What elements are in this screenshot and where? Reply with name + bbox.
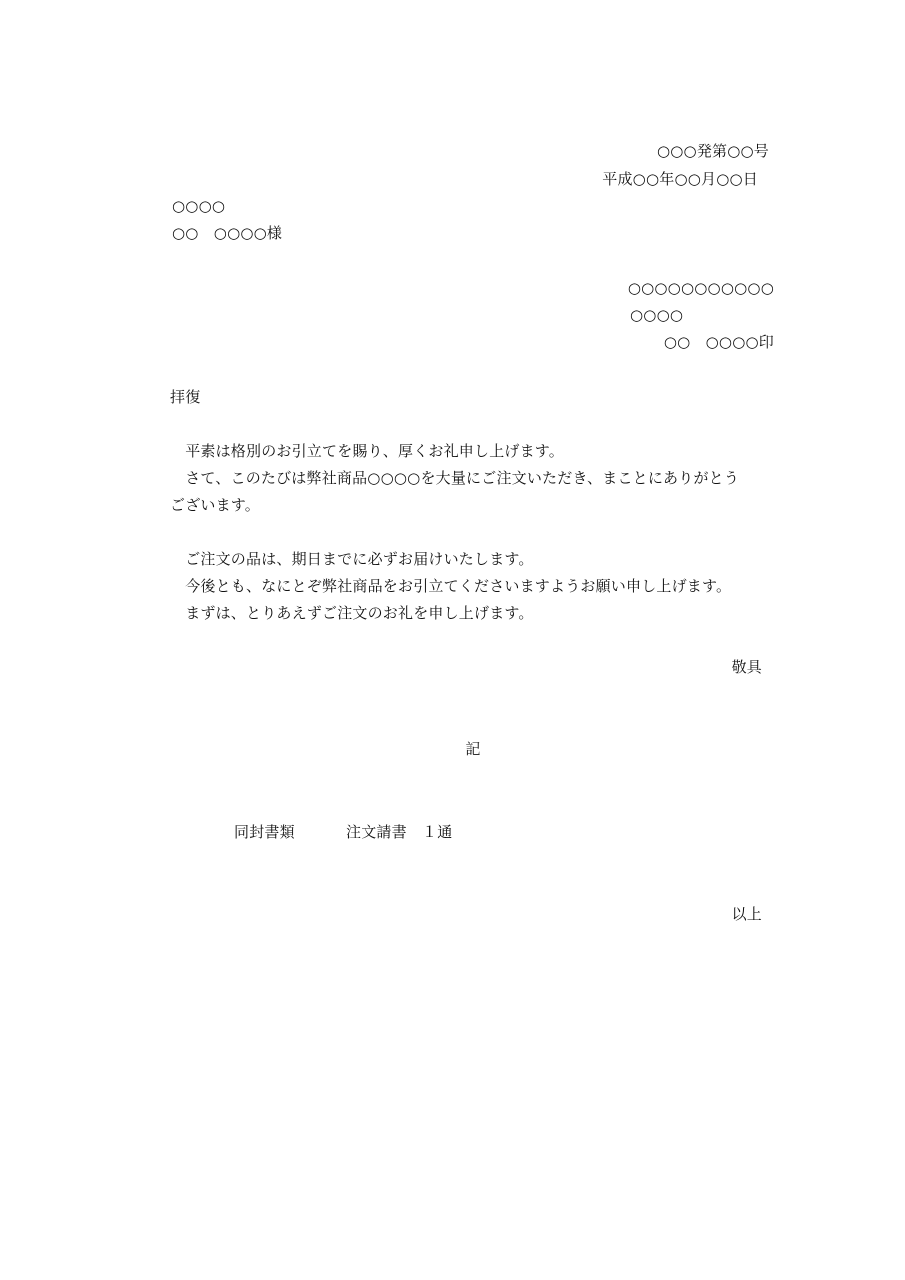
enclosure-label: 同封書類: [234, 823, 295, 841]
document-number: ○○○発第○○号: [656, 142, 769, 160]
sender-department: ○○○○: [630, 306, 684, 324]
notes-heading: 記: [465, 740, 481, 758]
closing-salutation: 敬具: [731, 658, 762, 676]
opening-salutation: 拝復: [170, 388, 201, 406]
sender-name: ○○ ○○○○印: [663, 333, 774, 351]
body-paragraph-2-line-1: ご注文の品は、期日までに必ずお届けいたします。: [170, 550, 534, 568]
enclosure-row: [234, 822, 452, 842]
body-paragraph-1-line-1: 平素は格別のお引立てを賜り、厚くお礼申し上げます。: [170, 442, 565, 460]
end-mark: 以上: [731, 905, 762, 923]
body-paragraph-2-line-3: まずは、とりあえずご注文のお礼を申し上げます。: [170, 604, 534, 622]
document-date: 平成○○年○○月○○日: [602, 170, 758, 188]
recipient-name: ○○ ○○○○様: [172, 224, 283, 242]
body-paragraph-1-line-3: ございます。: [170, 496, 261, 514]
recipient-company: ○○○○: [172, 197, 226, 215]
enclosure-item: 注文請書 １通: [346, 823, 453, 841]
body-paragraph-1-line-2: さて、このたびは弊社商品○○○○を大量にご注文いただき、まことにありがとう: [170, 469, 740, 487]
sender-company: ○○○○○○○○○○○: [627, 279, 774, 297]
body-paragraph-2-line-2: 今後とも、なにとぞ弊社商品をお引立てくださいますようお願い申し上げます。: [170, 577, 732, 595]
